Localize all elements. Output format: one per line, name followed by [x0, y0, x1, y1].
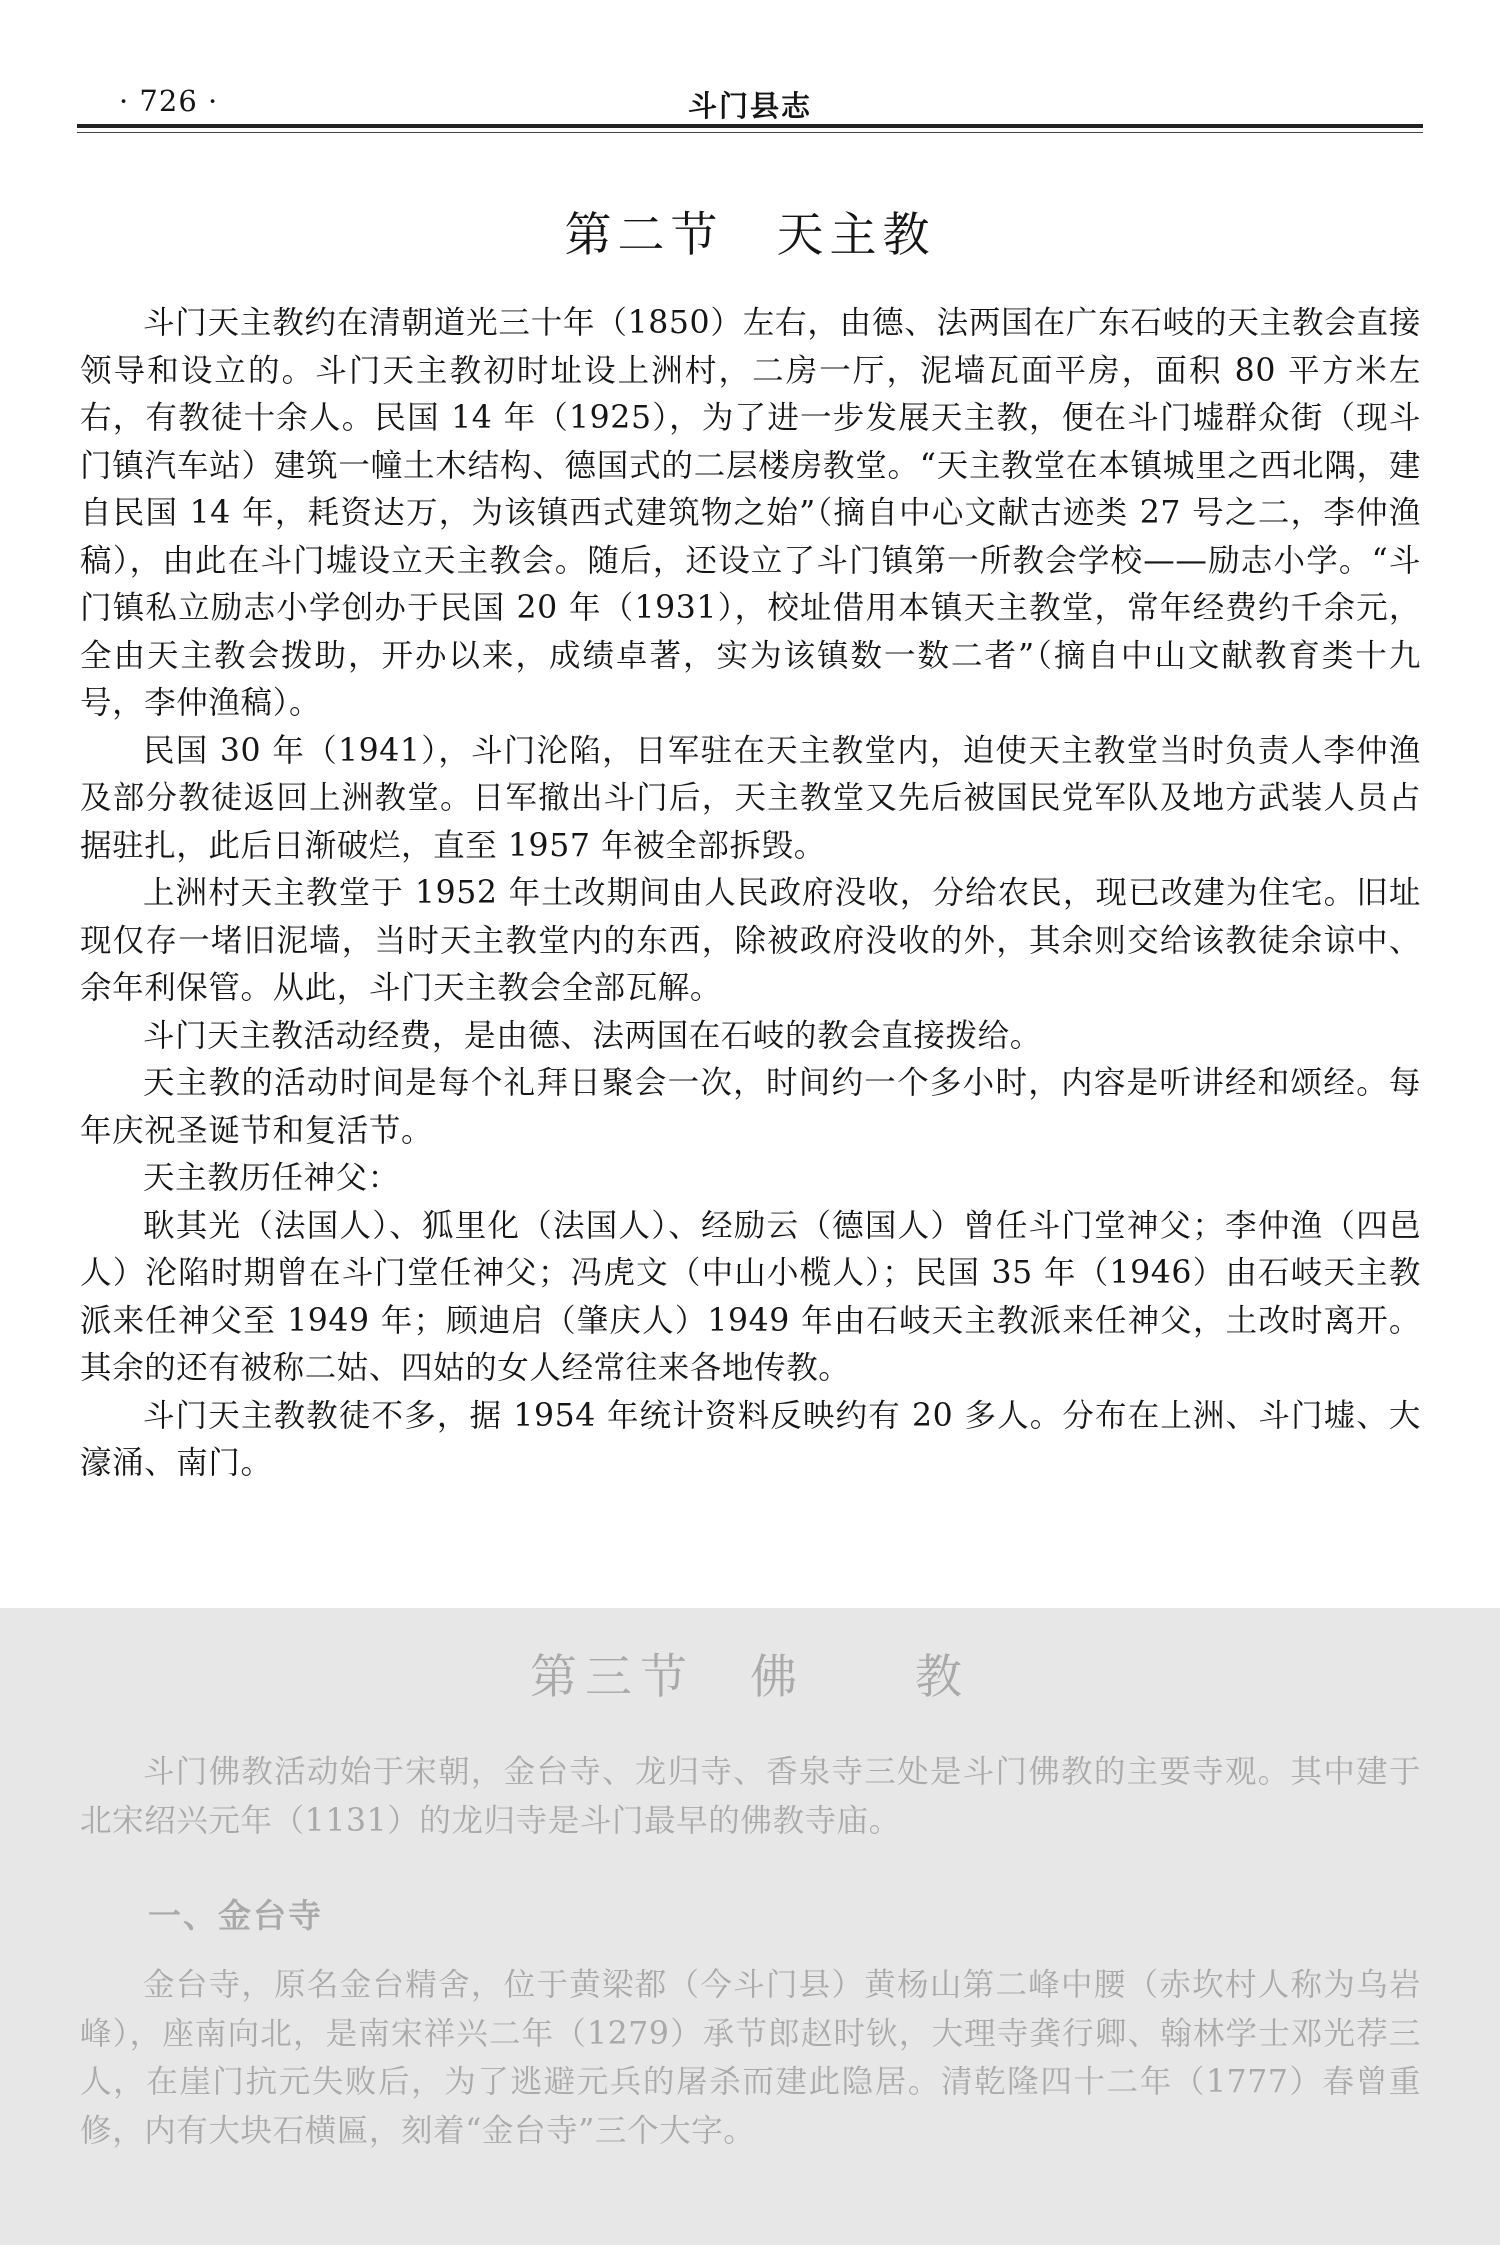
- page-number: · 726 ·: [119, 84, 219, 118]
- paragraph: 斗门佛教活动始于宋朝，金台寺、龙归寺、香泉寺三处是斗门佛教的主要寺观。其中建于北宋绍兴元年（1131）的龙归寺是斗门最早的佛教寺庙。: [80, 1754, 1421, 1839]
- book-title: 斗门县志: [687, 89, 812, 123]
- header-rule-thin: [77, 132, 1423, 133]
- section-body-catholicism: [80, 300, 1421, 1488]
- paragraph: 天主教历任神父：: [143, 1160, 400, 1196]
- subsection-body-jintai-temple: [80, 1961, 1421, 2155]
- paragraph: 金台寺，原名金台精舍，位于黄梁都（今斗门县）黄杨山第二峰中腰（赤坎村人称为乌岩峰），座南向北，是南宋祥兴二年（1279）承节郎赵时钬，大理寺龚行卿、翰林学士邓光荐三人，在崖门抗元失败后，为了逃避元兵的屠杀而建此隐居。清乾隆四十二年（1777）春曾重修，内有大块石横匾，刻着“金台寺”三个大字。: [80, 1967, 1421, 2149]
- paragraph: 民国 30 年（1941），斗门沦陷，日军驻在天主教堂内，迫使天主教堂当时负责人李仲渔及部分教徒返回上洲教堂。日军撤出斗门后，天主教堂又先后被国民党军队及地方武装人员占据驻扎，此后日渐破烂，直至 1957 年被全部拆毁。: [80, 732, 1421, 864]
- header-rule-thick: [77, 124, 1423, 128]
- section-title-buddhism: 第三节 佛 教: [530, 1650, 970, 1705]
- paragraph: 天主教的活动时间是每个礼拜日聚会一次，时间约一个多小时，内容是听讲经和颂经。每年庆祝圣诞节和复活节。: [80, 1065, 1421, 1149]
- paragraph: 上洲村天主教堂于 1952 年土改期间由人民政府没收，分给农民，现已改建为住宅。旧址现仅存一堵旧泥墙，当时天主教堂内的东西，除被政府没收的外，其余则交给该教徒余谅中、余年利保管。从此，斗门天主教会全部瓦解。: [80, 875, 1421, 1006]
- paragraph: 斗门天主教约在清朝道光三十年（1850）左右，由德、法两国在广东石岐的天主教会直接领导和设立的。斗门天主教初时址设上洲村，二房一厅，泥墙瓦面平房，面积 80 平方米左右，有教徒十余人。民国 14 年（1925），为了进一步发展天主教，便在斗门墟群众街（现斗门镇汽车站）建筑一幢土木结构、德国式的二层楼房教堂。“天主教堂在本镇城里之西北隅，建自民国 14 年，耗资达万，为该镇西式建筑物之始”（摘自中心文献古迹类 27 号之二，李仲渔稿），由此在斗门墟设立天主教会。随后，还设立了斗门镇第一所教会学校——励志小学。“斗门镇私立励志小学创办于民国 20 年（1931），校址借用本镇天主教堂，常年经费约千余元，全由天主教会拨助，开办以来，成绩卓著，实为该镇数一数二者”（摘自中山文献教育类十九号，李仲渔稿）。: [80, 305, 1421, 721]
- paragraph: 斗门天主教教徒不多，据 1954 年统计资料反映约有 20 多人。分布在上洲、斗门墟、大濠涌、南门。: [80, 1397, 1421, 1481]
- subsection-title-jintai-temple: 一、金台寺: [148, 1896, 323, 1935]
- paragraph: 斗门天主教活动经费，是由德、法两国在石岐的教会直接拨给。: [143, 1017, 1042, 1054]
- section-title-catholicism: 第二节 天主教: [564, 208, 936, 263]
- section-intro-buddhism: [80, 1748, 1421, 1845]
- faded-next-section: [0, 1608, 1500, 2245]
- paragraph: 耿其光（法国人）、狐里化（法国人）、经励云（德国人）曾任斗门堂神父；李仲渔（四邑人）沦陷时期曾在斗门堂任神父；冯虎文（中山小榄人）；民国 35 年（1946）由石岐天主教派来任神父至 1949 年；顾迪启（肇庆人）1949 年由石岐天主教派来任神父，土改时离开。其余的还有被称二姑、四姑的女人经常往来各地传教。: [80, 1207, 1421, 1386]
- running-header: [77, 78, 1423, 128]
